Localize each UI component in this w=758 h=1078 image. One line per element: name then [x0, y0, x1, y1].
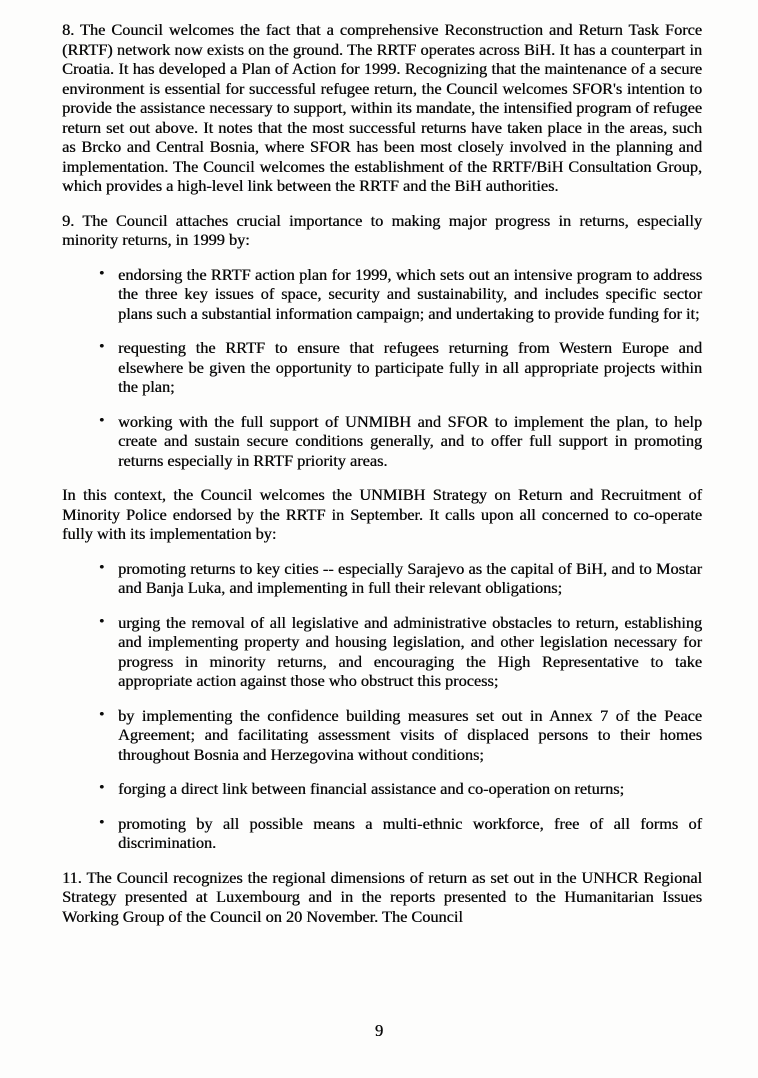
bullet-text-promoting-returns: promoting returns to key cities -- especially Sarajevo as the capital of BiH, and to Mostar and Banja Luka, and implementing in full their relevant obligations; — [118, 558, 702, 597]
document-body — [62, 20, 702, 941]
list-item — [62, 613, 702, 691]
bullet-list-context — [62, 559, 702, 853]
paragraph-context: In this context, the Council welcomes the UNMIBH Strategy on Return and Recruitment of Minority Police endorsed by the RRTF in September. It calls upon all concerned to co-operate fully with its implementation by: — [62, 485, 702, 543]
bullet-icon: • — [99, 780, 105, 796]
list-item — [62, 265, 702, 324]
page-number: 9 — [374, 1021, 384, 1040]
bullet-text-working: working with the full support of UNMIBH and SFOR to implement the plan, to help create and sustain secure conditions generally, and to offer full support in promoting returns especially in RRTF priority areas. — [118, 411, 702, 470]
bullet-list-section-9 — [62, 265, 702, 471]
list-item — [62, 412, 702, 471]
bullet-text-urging-removal: urging the removal of all legislative and administrative obstacles to return, establishing and implementing property and housing legislation, and other legislation necessary for progress in minority returns, and encouraging the High Representative to take appropriate action against those who obstruct this process; — [118, 612, 702, 690]
list-item — [62, 814, 702, 853]
list-item — [62, 706, 702, 765]
bullet-text-requesting: requesting the RRTF to ensure that refugees returning from Western Europe and elsewhere be given the opportunity to participate fully in all appropriate projects within the plan; — [118, 338, 702, 396]
bullet-icon: • — [99, 339, 105, 355]
bullet-text-confidence-measures: by implementing the confidence building measures set out in Annex 7 of the Peace Agreement; and facilitating assessment visits of displaced persons to their homes throughout Bosnia and Herzegovina without conditions; — [118, 705, 702, 764]
bullet-icon: • — [99, 814, 105, 831]
bullet-text-endorsing: endorsing the RRTF action plan for 1999, which sets out an intensive program to address the three key issues of space, security and sustainability, and includes specific sector plans such a substantial information campaign; and undertaking to provide funding for it; — [118, 264, 702, 323]
list-item — [62, 338, 702, 397]
list-item — [62, 779, 702, 799]
paragraph-9-intro: 9. The Council attaches crucial importance to making major progress in returns, especially minority returns, in 1999 by: — [62, 210, 702, 249]
bullet-icon: • — [99, 613, 105, 630]
bullet-icon: • — [99, 412, 105, 429]
bullet-text-forging-link: forging a direct link between financial assistance and co-operation on returns; — [118, 779, 625, 798]
paragraph-11: 11. The Council recognizes the regional dimensions of return as set out in the UNHCR Regional Strategy presented at Luxembourg and in the reports presented to the Humanitarian Issues Working Group of the Council on 20 November. The Council — [62, 867, 702, 926]
bullet-text-multi-ethnic: promoting by all possible means a multi-ethnic workforce, free of all forms of discrimination. — [118, 813, 702, 852]
bullet-icon: • — [99, 706, 105, 723]
list-item — [62, 559, 702, 598]
bullet-icon: • — [99, 559, 105, 576]
paragraph-8: 8. The Council welcomes the fact that a comprehensive Reconstruction and Return Task Force (RRTF) network now exists on the ground. The RRTF operates across BiH. It has a counterpart in Croatia. It has developed a Plan of Action for 1999. Recognizing that the maintenance of a secure environment is essential for successful refugee return, the Council welcomes SFOR's intention to provide the assistance necessary to support, within its mandate, the intensified program of refugee return set out above. It notes that the most successful returns have taken place in the areas, such as Brcko and Central Bosnia, where SFOR has been most closely involved in the planning and implementation. The Council welcomes the establishment of the RRTF/BiH Consultation Group, which provides a high-level link between the RRTF and the BiH authorities. — [62, 20, 702, 195]
bullet-icon: • — [99, 265, 105, 282]
